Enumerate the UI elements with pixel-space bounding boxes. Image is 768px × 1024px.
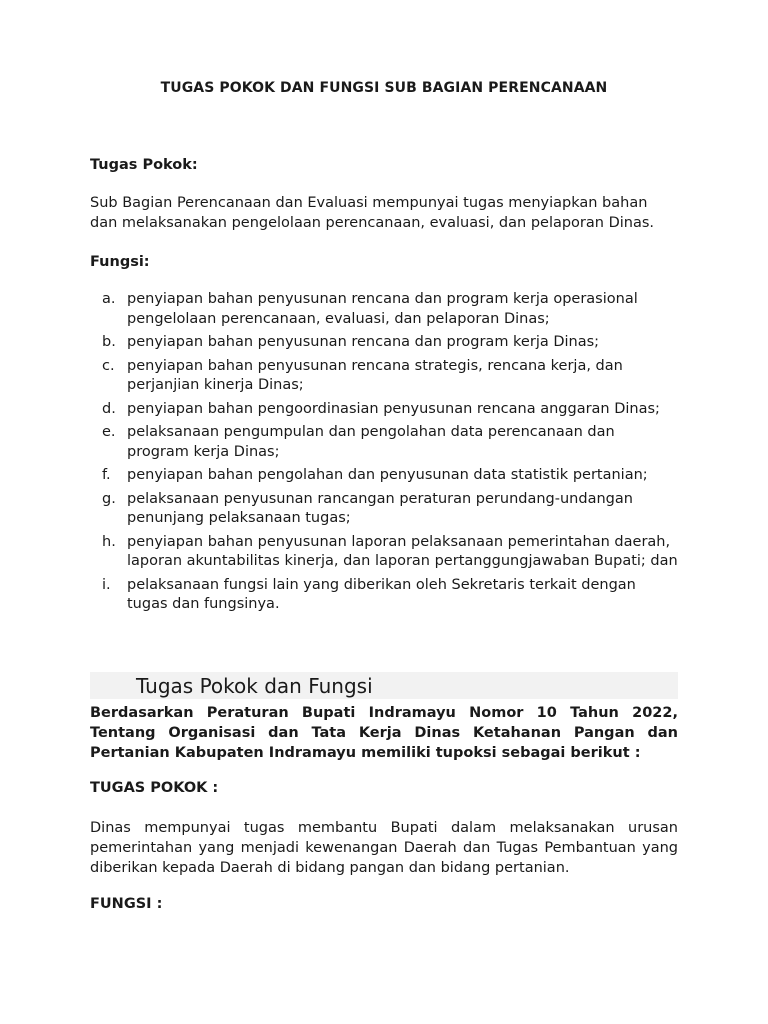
- tugas-pokok-caps-heading: TUGAS POKOK :: [90, 780, 219, 796]
- tugas-pokok-caps-paragraph: Dinas mempunyai tugas membantu Bupati dalam melaksanakan urusan pemerintahan yang menjadi kewenangan Daerah dan Tugas Pembantuan yang diberikan kepada Daerah di bidang pangan dan bidang pertanian.: [90, 820, 678, 876]
- list-marker: h.: [102, 533, 116, 550]
- list-item: [90, 490, 678, 529]
- list-marker: i.: [102, 576, 111, 593]
- section-intro: Berdasarkan Peraturan Bupati Indramayu Nomor 10 Tahun 2022, Tentang Organisasi dan Tata Kerja Dinas Ketahanan Pangan dan Pertanian Kabupaten Indramayu memiliki tupoksi sebagai berikut :: [90, 705, 678, 761]
- list-item-text: penyiapan bahan penyusunan rencana dan program kerja Dinas;: [127, 334, 600, 350]
- list-marker: c.: [102, 357, 115, 374]
- list-marker: d.: [102, 400, 116, 417]
- list-item-text: penyiapan bahan pengoordinasian penyusunan rencana anggaran Dinas;: [127, 400, 660, 417]
- list-marker: g.: [102, 490, 116, 507]
- list-marker: a.: [102, 291, 116, 307]
- list-item-text: penyiapan bahan penyusunan rencana dan program kerja operasional pengelolaan perencanaan, evaluasi, dan pelaporan Dinas;: [127, 291, 638, 327]
- list-item: [90, 400, 678, 420]
- section-title: Tugas Pokok dan Fungsi: [136, 674, 373, 698]
- list-item-text: pelaksanaan fungsi lain yang diberikan oleh Sekretaris terkait dengan tugas dan fungsinya.: [127, 576, 636, 612]
- fungsi-heading: Fungsi:: [90, 254, 150, 270]
- tugas-pokok-paragraph: Sub Bagian Perencanaan dan Evaluasi mempunyai tugas menyiapkan bahan dan melaksanakan pengelolaan perencanaan, evaluasi, dan pelaporan Dinas.: [90, 195, 655, 231]
- tugas-pokok-heading: Tugas Pokok:: [90, 157, 198, 173]
- list-marker: f.: [102, 467, 111, 483]
- list-item-text: penyiapan bahan penyusunan laporan pelaksanaan pemerintahan daerah, laporan akuntabilitas kinerja, dan laporan pertanggungjawaban Bupati; dan: [127, 533, 678, 569]
- page-title: TUGAS POKOK DAN FUNGSI SUB BAGIAN PERENCANAAN: [160, 80, 608, 96]
- list-item: [90, 423, 678, 462]
- list-item: [90, 290, 678, 329]
- list-item-text: penyiapan bahan penyusunan rencana strategis, rencana kerja, dan perjanjian kinerja Dinas;: [127, 357, 623, 393]
- list-item: [90, 533, 678, 572]
- list-item-text: pelaksanaan pengumpulan dan pengolahan data perencanaan dan program kerja Dinas;: [127, 424, 615, 460]
- list-marker: b.: [102, 334, 116, 350]
- list-item: [90, 357, 678, 396]
- fungsi-caps-heading: FUNGSI :: [90, 896, 163, 912]
- list-item-text: pelaksanaan penyusunan rancangan peraturan perundang-undangan penunjang pelaksanaan tugas;: [127, 490, 633, 526]
- fungsi-list: [90, 290, 678, 619]
- list-item: [90, 466, 678, 486]
- list-item: [90, 333, 678, 353]
- list-item: [90, 576, 678, 615]
- list-marker: e.: [102, 424, 116, 440]
- list-item-text: penyiapan bahan pengolahan dan penyusunan data statistik pertanian;: [127, 467, 648, 483]
